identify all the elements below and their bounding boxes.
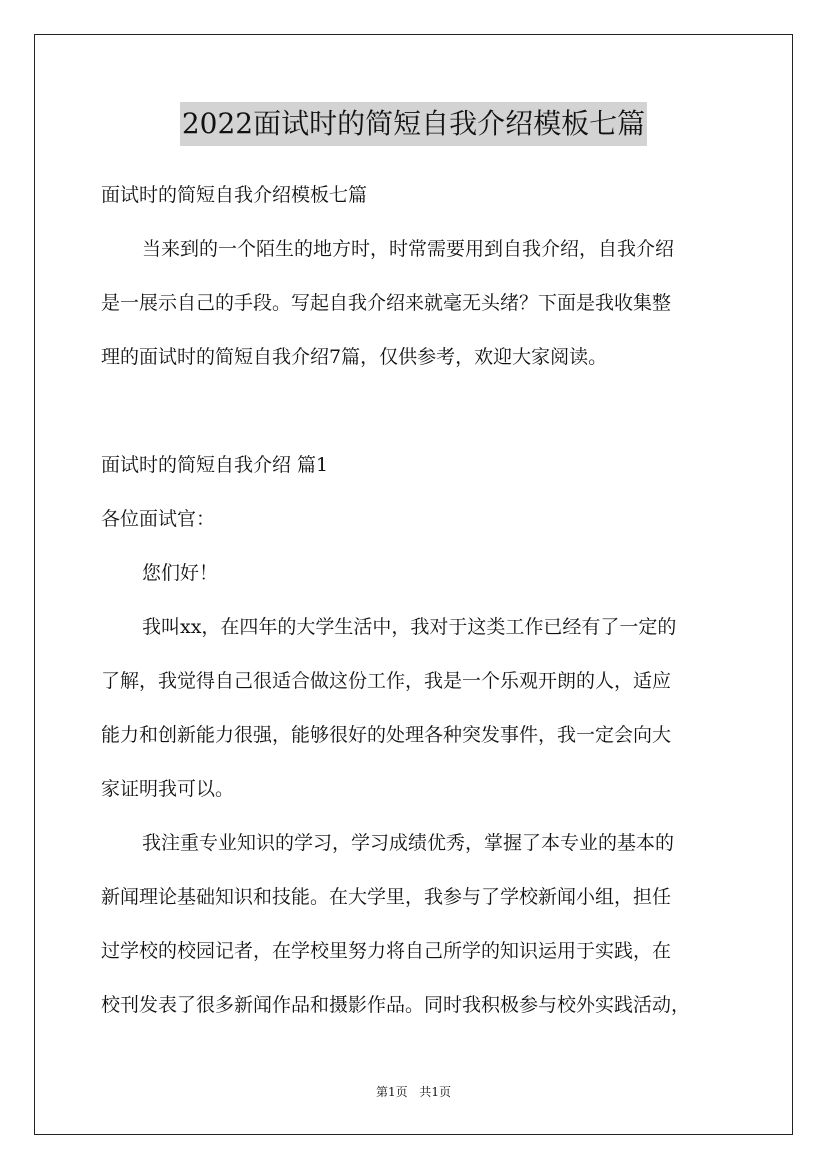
document-subtitle: 面试时的简短自我介绍模板七篇 <box>101 184 368 206</box>
title-container <box>0 102 827 146</box>
document-title: 2022面试时的简短自我介绍模板七篇 <box>180 102 647 146</box>
para2-line-4: 校刊发表了很多新闻作品和摄影作品。同时我积极参与校外实践活动， <box>101 994 691 1016</box>
intro-line-2: 是一展示自己的手段。写起自我介绍来就毫无头绪？下面是我收集整 <box>101 292 672 314</box>
para2-line-1: 我注重专业知识的学习，学习成绩优秀，掌握了本专业的基本的 <box>142 832 675 854</box>
intro-line-3: 理的面试时的简短自我介绍7篇，仅供参考，欢迎大家阅读。 <box>101 346 608 368</box>
para1-line-1: 我叫xx，在四年的大学生活中，我对于这类工作已经有了一定的 <box>142 616 677 638</box>
page-footer <box>0 1083 827 1100</box>
para1-line-4: 家证明我可以。 <box>101 778 235 800</box>
para1-line-2: 了解，我觉得自己很适合做这份工作，我是一个乐观开朗的人，适应 <box>101 670 672 692</box>
greeting: 您们好！ <box>142 562 219 584</box>
intro-line-1: 当来到的一个陌生的地方时，时常需要用到自我介绍，自我介绍 <box>142 238 675 260</box>
para2-line-3: 过学校的校园记者，在学校里努力将自己所学的知识运用于实践，在 <box>101 940 672 962</box>
page-number: 第1页 <box>375 1085 408 1099</box>
section-heading: 面试时的简短自我介绍 篇1 <box>101 454 329 476</box>
para2-line-2: 新闻理论基础知识和技能。在大学里，我参与了学校新闻小组，担任 <box>101 886 672 908</box>
salutation: 各位面试官： <box>101 508 216 530</box>
total-pages: 共1页 <box>419 1085 452 1099</box>
para1-line-3: 能力和创新能力很强，能够很好的处理各种突发事件，我一定会向大 <box>101 724 672 746</box>
